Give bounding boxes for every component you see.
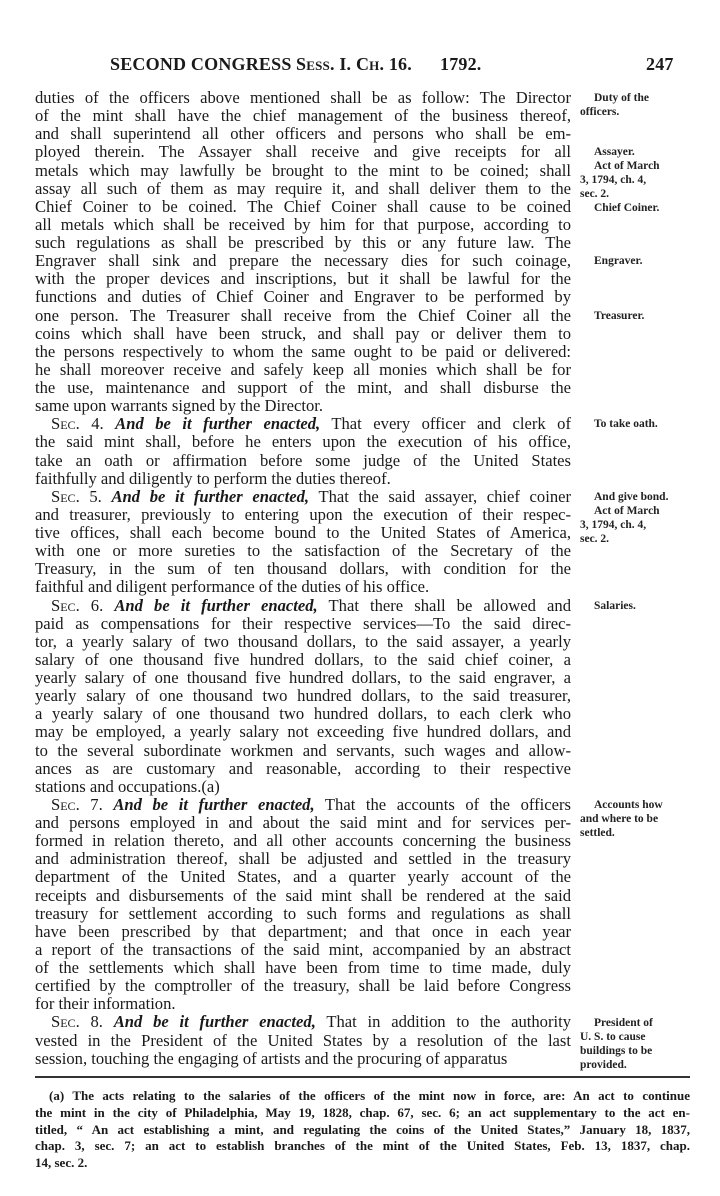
text-line: certified by the comptroller of the treasury, shall be laid before Congress <box>35 976 571 996</box>
margin-note-line: provided. <box>580 1058 627 1071</box>
margin-note <box>580 254 642 268</box>
text-line: he shall moreover receive and safely keep all monies which shall be for <box>35 359 571 379</box>
margin-note-line: Assayer. <box>594 146 635 159</box>
text-line: the use, maintenance and support of the mint, and shall disburse the <box>35 378 571 397</box>
enacting-clause: And be it further enacted, <box>111 486 310 506</box>
text-line: all metals which shall be received by him for that purpose, according to <box>35 214 571 234</box>
footnote-line: the mint in the city of Philadelphia, May 19, 1828, chap. 67, sec. 6; an act supplementary to the act en- <box>35 1104 690 1120</box>
section-start-line <box>35 597 571 615</box>
text-line: a yearly salary of one thousand two hundred dollars, to each clerk who <box>35 704 571 724</box>
text-line: yearly salary of one thousand five hundred dollars, to the said engraver, a <box>35 668 571 687</box>
enacting-clause: And be it further enacted, <box>113 794 315 814</box>
margin-note-line: U. S. to cause <box>580 1030 646 1043</box>
section-start-line <box>35 1013 571 1031</box>
text-line: and administration thereof, shall be adjusted and settled in the treasury <box>35 849 571 869</box>
margin-note-line: officers. <box>580 106 620 118</box>
line-text: That every officer and clerk of <box>331 414 571 434</box>
margin-note-line: 3, 1794, ch. 4, <box>580 174 647 187</box>
text-line: functions and duties of Chief Coiner and Engraver to be performed by <box>35 287 571 307</box>
margin-note-line: 3, 1794, ch. 4, <box>580 518 647 531</box>
text-line: vested in the President of the United States by a resolution of the last <box>35 1030 571 1050</box>
text-line: Engraver shall sink and prepare the necessary dies for such coinage, <box>35 251 571 271</box>
text-line: duties of the officers above mentioned shall be as follow: The Director <box>35 88 571 107</box>
margin-note <box>580 417 658 431</box>
text-line: take an oath or affirmation before some judge of the United States <box>35 450 571 470</box>
margin-note-line: Engraver. <box>594 255 643 268</box>
margin-note <box>580 145 660 215</box>
margin-note-line: buildings to be <box>580 1044 653 1057</box>
margin-note-line: Treasurer. <box>594 309 645 322</box>
margin-note-line: Chief Coiner. <box>594 202 660 215</box>
text-line: and treasurer, previously to entering upon the execution of their respec- <box>35 504 571 524</box>
section-number: Sec. 4. <box>51 414 104 434</box>
text-line: with the proper devices and inscriptions, but it shall be lawful for the <box>35 269 571 289</box>
section-start-line <box>35 415 571 433</box>
text-line: paid as compensations for their respective services—To the said direc- <box>35 613 571 633</box>
text-line: with one or more sureties to the satisfaction of the Secretary of the <box>35 541 571 561</box>
text-line: a report of the transactions of the said mint, accompanied by an abstract <box>35 939 571 959</box>
text-line: for their information. <box>35 994 176 1014</box>
text-line: tive offices, shall each become bound to the United States of America, <box>35 523 571 542</box>
section-number: Sec. 5. <box>51 486 102 506</box>
footnote <box>35 1088 690 1172</box>
text-line: formed in relation thereto, and all other accounts concerning the business <box>35 831 571 851</box>
text-line: salary of one thousand five hundred dollars, to the said chief coiner, a <box>35 649 571 669</box>
text-line: assay all such of them as may require it, and shall deliver them to the <box>35 178 571 198</box>
margin-note-line: sec. 2. <box>580 188 610 201</box>
margin-note <box>580 599 636 613</box>
footnote-line: (a) The acts relating to the salaries of the officers of the mint now in force, are: An act to continue <box>49 1088 690 1103</box>
text-line: to the several subordinate workmen and servants, such wages and allow- <box>35 740 571 760</box>
margin-note-line: settled. <box>580 827 615 840</box>
section-number: Sec. 8. <box>51 1012 103 1032</box>
line-text: That the accounts of the officers <box>324 794 571 814</box>
margin-note-line: Salaries. <box>594 599 636 612</box>
margin-note-line: And give bond. <box>594 490 669 503</box>
text-line: receipts and disbursements of the said mint shall be rendered at the said <box>35 885 571 905</box>
header-year: 1792. <box>440 54 482 74</box>
text-line: Chief Coiner to be coined. The Chief Coiner shall cause to be coined <box>35 196 571 216</box>
text-line: department of the United States, and a quarter yearly account of the <box>35 867 571 887</box>
margin-note <box>580 91 649 119</box>
text-line: may be employed, a yearly salary not exceeding five hundred dollars, and <box>35 722 571 742</box>
margin-note-line: Act of March <box>594 160 660 173</box>
section-number: Sec. 6. <box>51 595 104 615</box>
enacting-clause: And be it further enacted, <box>115 414 321 434</box>
text-line: and shall superintend all other officers and persons who shall be em- <box>35 124 571 144</box>
text-line: stations and occupations.(a) <box>35 776 220 796</box>
text-line: one person. The Treasurer shall receive from the Chief Coiner all the <box>35 305 571 325</box>
header-congress: SECOND CONGRESS <box>110 54 292 74</box>
line-text: That the said assayer, chief coiner <box>318 486 572 506</box>
text-line: session, touching the engaging of artists and the procuring of apparatus <box>35 1048 508 1068</box>
margin-note-line: sec. 2. <box>580 532 610 545</box>
section-start-line <box>35 796 571 814</box>
text-line: same upon warrants signed by the Director. <box>35 396 324 416</box>
margin-note <box>580 1016 653 1072</box>
footnote-divider <box>35 1076 690 1078</box>
text-line: treasury for settlement according to such forms and regulations as shall <box>35 903 571 923</box>
line-text: That there shall be allowed and <box>328 595 571 615</box>
margin-note-line: To take oath. <box>594 418 658 431</box>
text-line: and persons employed in and about the said mint and for services per- <box>35 813 571 832</box>
enacting-clause: And be it further enacted, <box>114 595 318 615</box>
text-line: such regulations as shall be prescribed by this or any future law. The <box>35 233 571 252</box>
margin-note <box>580 309 644 323</box>
text-line: tor, a yearly salary of two thousand dollars, to the said assayer, a yearly <box>35 631 571 651</box>
text-line: of the settlements which shall have been from time to time made, duly <box>35 958 571 977</box>
text-line: the persons respectively to whom the same ought to be paid or delivered: <box>35 341 571 361</box>
text-line: faithful and diligent performance of the duties of his office. <box>35 577 430 597</box>
header-session: Sess. I. Ch. 16. <box>296 54 412 74</box>
text-line: have been prescribed by that department; and that once in each year <box>35 921 571 941</box>
text-line: the said mint shall, before he enters upon the execution of his office, <box>35 432 571 452</box>
text-line: metals which may lawfully be brought to the mint to be coined; shall <box>35 160 571 180</box>
margin-note-line: President of <box>594 1016 653 1029</box>
text-line: ployed therein. The Assayer shall receive and give receipts for all <box>35 142 571 162</box>
footnote-line: 14, sec. 2. <box>35 1155 88 1171</box>
margin-note-line: Accounts how <box>594 799 663 812</box>
text-line: faithfully and diligently to perform the duties thereof. <box>35 468 391 488</box>
section-start-line <box>35 488 571 506</box>
text-line: coins which shall have been struck, and shall pay or deliver them to <box>35 323 571 343</box>
margin-note-line: Duty of the <box>594 92 649 104</box>
margin-note <box>580 490 668 546</box>
margin-note-line: Act of March <box>594 504 660 517</box>
line-text: That in addition to the authority <box>326 1012 572 1032</box>
text-line: of the mint shall have the chief management of the business thereof, <box>35 106 571 126</box>
page-number: 247 <box>646 54 674 74</box>
section-number: Sec. 7. <box>51 794 103 814</box>
margin-note-line: and where to be <box>580 813 659 826</box>
footnote-line: chap. 3, sec. 7; an act to establish branches of the mint of the United States, Feb. 13, 1837, chap. <box>35 1138 690 1154</box>
text-line: Treasury, in the sum of ten thousand dollars, with condition for the <box>35 559 571 579</box>
enacting-clause: And be it further enacted, <box>113 1012 316 1032</box>
margin-note <box>580 798 663 840</box>
text-line: yearly salary of one thousand two hundred dollars, to the said treasurer, <box>35 686 571 706</box>
statute-text <box>35 89 571 1068</box>
text-line: ances as are customary and reasonable, according to their respective <box>35 758 571 778</box>
footnote-line: titled, “ An act establishing a mint, and regulating the coins of the United States,” January 18, 1837, <box>35 1121 690 1137</box>
